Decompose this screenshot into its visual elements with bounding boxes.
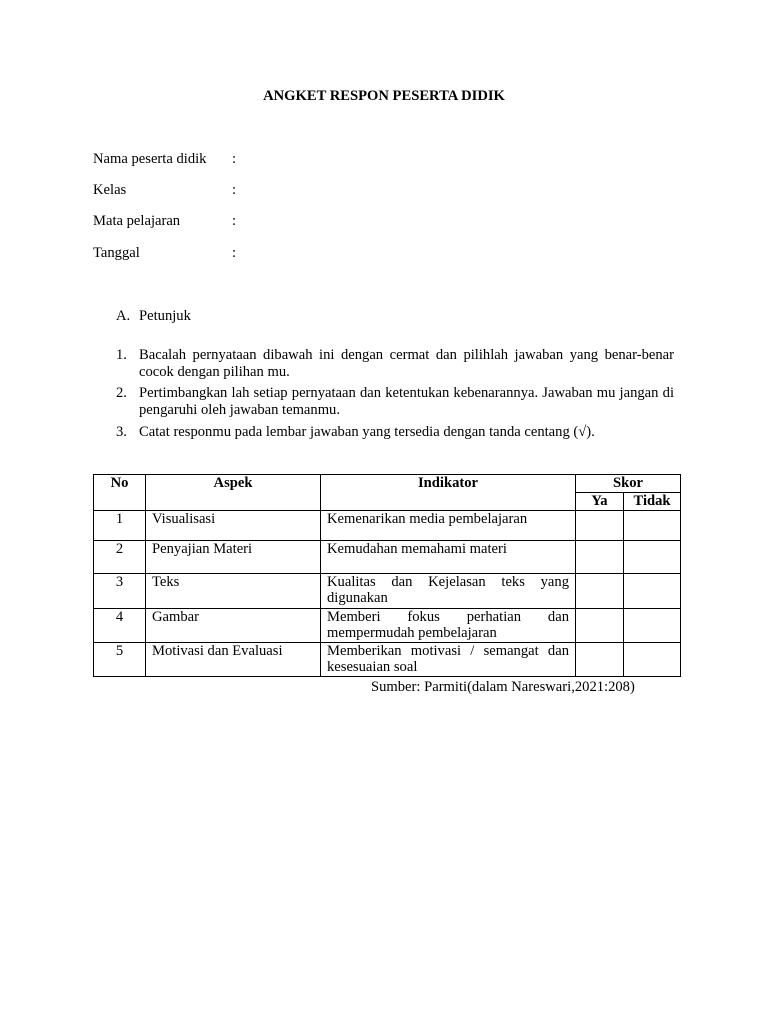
field-label: Kelas: [93, 182, 127, 198]
instruction-number: 2.: [116, 385, 127, 401]
cell-skor-tidak[interactable]: [624, 643, 681, 677]
field-colon: :: [232, 245, 237, 261]
field-nama-peserta-didik: [93, 151, 393, 169]
cell-skor-tidak[interactable]: [624, 511, 681, 541]
instruction-text: Catat responmu pada lembar jawaban yang tersedia dengan tanda centang (√).: [139, 424, 595, 440]
cell-indikator: Memberikan motivasi / semangat dan kesesuaian soal: [321, 643, 576, 677]
header-aspek: Aspek: [146, 475, 321, 511]
cell-indikator: Kemenarikan media pembelajaran: [321, 511, 576, 541]
instruction-text: Pertimbangkan lah setiap pernyataan dan ketentukan kebenarannya. Jawaban mu jangan di pengaruhi oleh jawaban temanmu.: [139, 385, 674, 418]
table-row: [94, 574, 681, 609]
cell-skor-ya[interactable]: [576, 643, 624, 677]
cell-skor-ya[interactable]: [576, 541, 624, 574]
cell-skor-ya[interactable]: [576, 511, 624, 541]
instruction-text: Bacalah pernyataan dibawah ini dengan cermat dan pilihlah jawaban yang benar-benar cocok dengan pilihan mu.: [139, 347, 674, 380]
cell-no: 1: [94, 511, 146, 541]
field-colon: :: [232, 213, 237, 229]
field-colon: :: [232, 151, 237, 167]
header-indikator: Indikator: [321, 475, 576, 511]
source-citation: Sumber: Parmiti(dalam Nareswari,2021:208): [371, 679, 635, 695]
aspek-table: [93, 474, 681, 677]
cell-aspek: Penyajian Materi: [146, 541, 321, 574]
table-row: [94, 541, 681, 574]
field-tanggal: [93, 245, 393, 263]
cell-no: 3: [94, 574, 146, 609]
cell-no: 5: [94, 643, 146, 677]
cell-aspek: Visualisasi: [146, 511, 321, 541]
field-kelas: [93, 182, 393, 200]
field-label: Nama peserta didik: [93, 151, 207, 167]
header-skor: Skor: [576, 475, 681, 493]
cell-indikator: Kemudahan memahami materi: [321, 541, 576, 574]
instruction-number: 3.: [116, 424, 127, 440]
table-row: [94, 643, 681, 677]
field-label: Mata pelajaran: [93, 213, 181, 229]
cell-skor-ya[interactable]: [576, 574, 624, 609]
field-mata-pelajaran: [93, 213, 393, 231]
section-letter: A.: [116, 308, 131, 324]
header-ya: Ya: [576, 493, 624, 511]
cell-aspek: Motivasi dan Evaluasi: [146, 643, 321, 677]
header-no: No: [94, 475, 146, 511]
cell-aspek: Gambar: [146, 609, 321, 643]
cell-skor-tidak[interactable]: [624, 541, 681, 574]
cell-no: 4: [94, 609, 146, 643]
field-colon: :: [232, 182, 237, 198]
table-row: [94, 511, 681, 541]
cell-aspek: Teks: [146, 574, 321, 609]
cell-indikator: Kualitas dan Kejelasan teks yang digunakan: [321, 574, 576, 609]
header-tidak: Tidak: [624, 493, 681, 511]
cell-no: 2: [94, 541, 146, 574]
field-label: Tanggal: [93, 245, 140, 261]
cell-skor-ya[interactable]: [576, 609, 624, 643]
table-row: [94, 609, 681, 643]
cell-indikator: Memberi fokus perhatian dan mempermudah pembelajaran: [321, 609, 576, 643]
document-title: ANGKET RESPON PESERTA DIDIK: [263, 88, 505, 104]
instruction-number: 1.: [116, 347, 127, 363]
section-title: Petunjuk: [139, 308, 191, 324]
cell-skor-tidak[interactable]: [624, 574, 681, 609]
cell-skor-tidak[interactable]: [624, 609, 681, 643]
